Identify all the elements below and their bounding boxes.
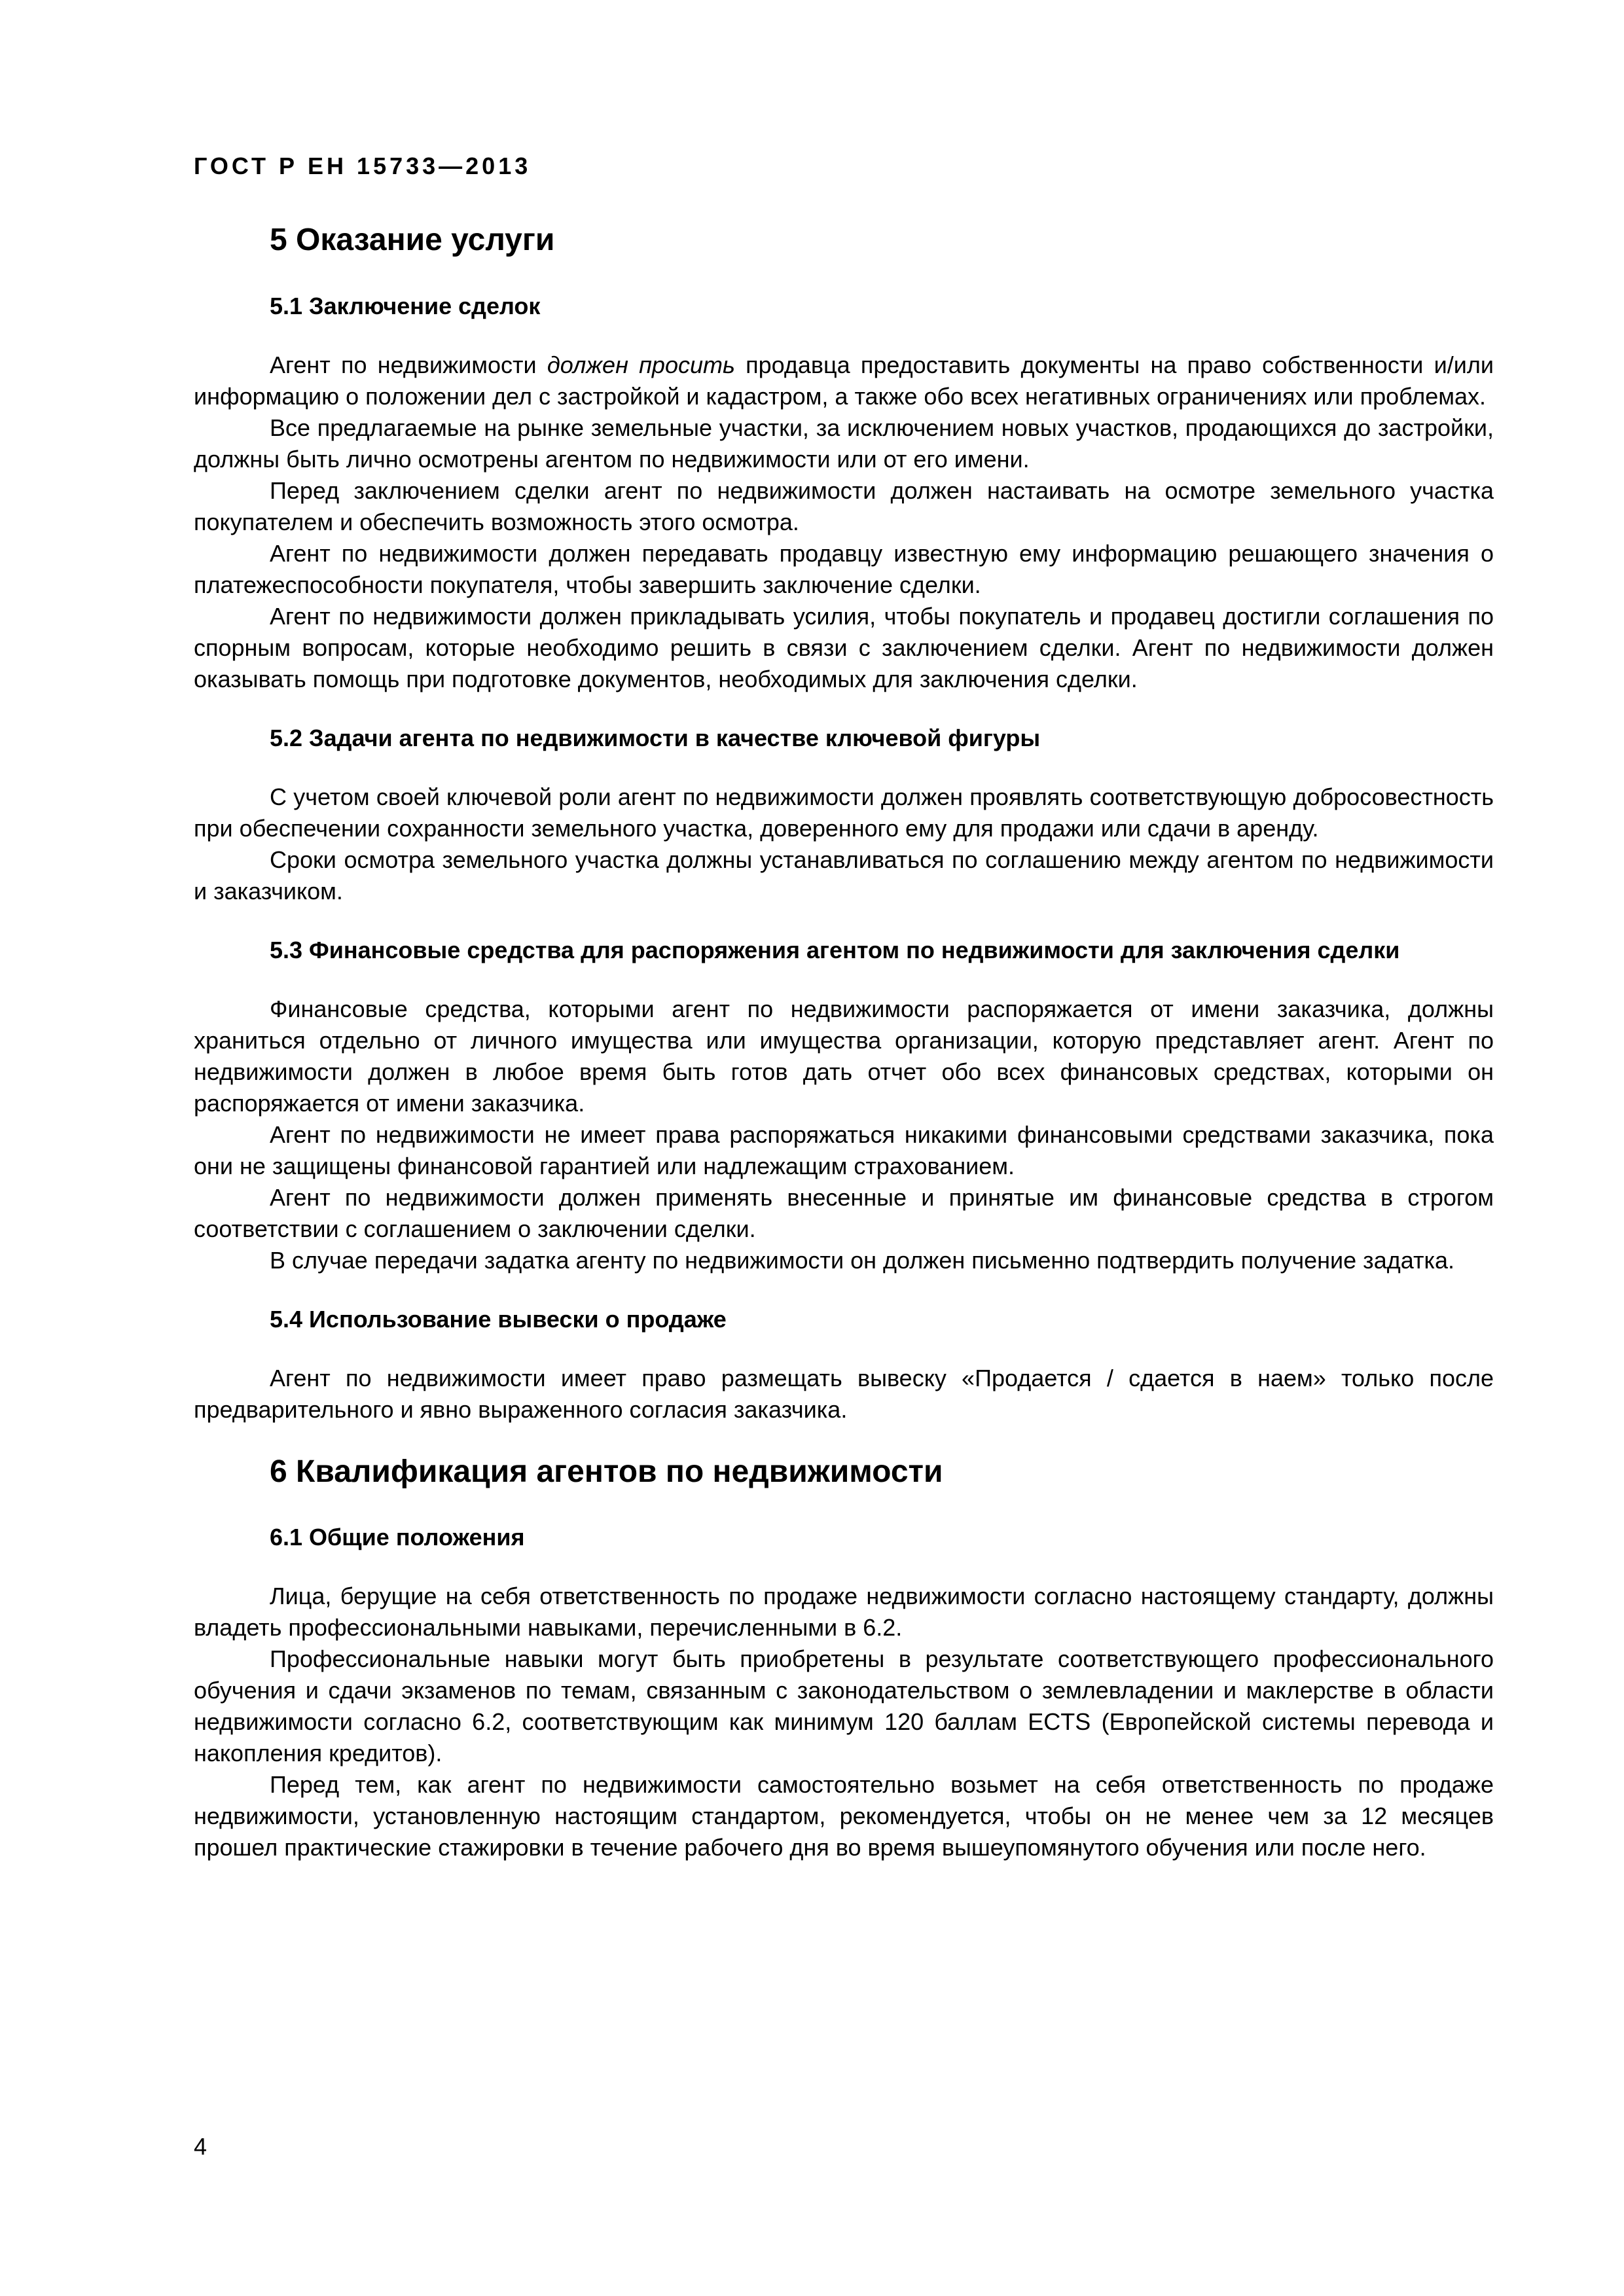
section-5-3-title: 5.3 Финансовые средства для распоряжения агентом по недвижимости для заключения сделки: [270, 936, 1400, 963]
document-body: [194, 209, 1494, 1863]
section-5-4-title: 5.4 Использование вывески о продаже: [270, 1305, 727, 1333]
paragraph: Агент по недвижимости имеет право размещать вывеску «Продается / сдается в наем» только после предварительного и явно выраженного согласия заказчика.: [194, 1364, 1494, 1423]
paragraph: [194, 350, 1494, 412]
paragraph: Агент по недвижимости не имеет права распоряжаться никакими финансовыми средствами заказчика, пока они не защищены финансовой гарантией или надлежащим страхованием.: [194, 1121, 1494, 1179]
text-run: Агент по недвижимости: [270, 351, 547, 378]
section-6-title: 6 Квалификация агентов по недвижимости: [270, 1454, 943, 1489]
paragraph: Агент по недвижимости должен применять внесенные и принятые им финансовые средства в строгом соответствии с соглашением о заключении сделки.: [194, 1183, 1494, 1242]
paragraph: Перед заключением сделки агент по недвижимости должен настаивать на осмотре земельного участка покупателем и обеспечить возможность этого осмотра.: [194, 476, 1494, 535]
section-6-1-title: 6.1 Общие положения: [270, 1524, 525, 1551]
paragraph: Агент по недвижимости должен прикладывать усилия, чтобы покупатель и продавец достигли соглашения по спорным вопросам, которые необходимо решить в связи с заключением сделки. Агент по недвижимости должен оказывать помощь при подготовке документов, необходимых для заключения сделки.: [194, 602, 1494, 692]
paragraph: Сроки осмотра земельного участка должны устанавливаться по соглашению между агентом по недвижимости и заказчиком.: [194, 846, 1494, 905]
paragraph: Агент по недвижимости должен передавать продавцу известную ему информацию решающего значения о платежеспособности покупателя, чтобы завершить заключение сделки.: [194, 539, 1494, 598]
emphasis-text: должен просить: [547, 351, 735, 378]
paragraph: Профессиональные навыки могут быть приобретены в результате соответствующего профессионального обучения и сдачи экзаменов по темам, связанным с законодательством о землевладении и маклерстве в области недвижимости согласно 6.2, соответствующим как минимум 120 баллам ECTS (Европейской системы перевода и накопления кредитов).: [194, 1645, 1494, 1767]
section-5-2-title: 5.2 Задачи агента по недвижимости в качестве ключевой фигуры: [270, 724, 1041, 751]
paragraph: Все предлагаемые на рынке земельные участки, за исключением новых участков, продающихся до застройки, должны быть лично осмотрены агентом по недвижимости или от его имени.: [194, 414, 1494, 473]
text-run: продавца предоставить документы на право собственности и/или информацию о положении дел с застройкой и кадастром, а также обо всех негативных ограничениях или проблемах.: [194, 351, 1494, 410]
paragraph: С учетом своей ключевой роли агент по недвижимости должен проявлять соответствующую добросовестность при обеспечении сохранности земельного участка, доверенного ему для продажи или сдачи в аренду.: [194, 783, 1494, 842]
document-code: ГОСТ Р ЕН 15733—2013: [194, 152, 532, 179]
paragraph: Перед тем, как агент по недвижимости самостоятельно возьмет на себя ответственность по продаже недвижимости, установленную настоящим стандартом, рекомендуется, чтобы он не менее чем за 12 месяцев прошел практические стажировки в течение рабочего дня во время вышеупомянутого обучения или после него.: [194, 1771, 1494, 1861]
section-5-title: 5 Оказание услуги: [270, 223, 555, 257]
paragraph: Лица, берущие на себя ответственность по продаже недвижимости согласно настоящему стандарту, должны владеть профессиональными навыками, перечисленными в 6.2.: [194, 1583, 1494, 1641]
section-5-1-title: 5.1 Заключение сделок: [270, 292, 541, 319]
paragraph: Финансовые средства, которыми агент по недвижимости распоряжается от имени заказчика, должны храниться отдельно от личного имущества или имущества организации, которую представляет агент. Агент по недвижимости должен в любое время быть готов дать отчет обо всех финансовых средствах, которыми он распоряжается от имени заказчика.: [194, 995, 1494, 1117]
page-number: 4: [194, 2133, 208, 2160]
paragraph: В случае передачи задатка агенту по недвижимости он должен письменно подтвердить получение задатка.: [270, 1246, 1455, 1274]
